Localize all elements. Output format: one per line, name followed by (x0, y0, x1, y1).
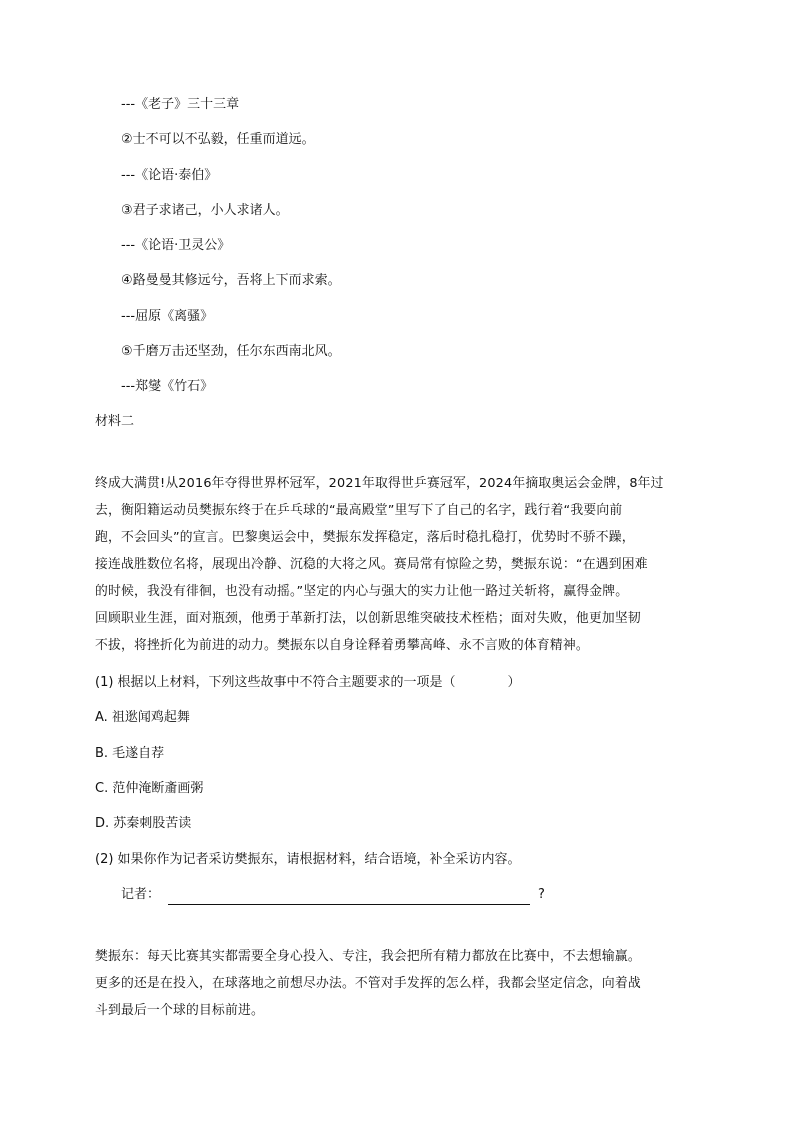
reporter-answer-blank[interactable] (168, 890, 530, 905)
question-1: (1) 根据以上材料，下列这些故事中不符合主题要求的一项是（ ） (95, 675, 521, 690)
answer-line: 斗到最后一个球的目标前进。 (95, 1003, 264, 1018)
quote-line-2: ②士不可以不弘毅，任重而道远。 (121, 132, 315, 147)
option-c: C. 范仲淹断齑画粥 (95, 781, 204, 796)
quote-line-5: ⑤千磨万击还坚劲，任尔东西南北风。 (121, 344, 341, 359)
fan-zhendong-answer (95, 943, 702, 1024)
material-two-heading: 材料二 (95, 414, 135, 429)
quote-source-zhushi: ---郑燮《竹石》 (121, 379, 214, 394)
quote-source-lisao: ---屈原《离骚》 (121, 309, 214, 324)
question-2: (2) 如果你作为记者采访樊振东，请根据材料，结合语境，补全采访内容。 (95, 852, 521, 867)
option-b: B. 毛遂自荐 (95, 746, 165, 761)
paragraph-line: 跑，不会回头”的宣言。巴黎奥运会中，樊振东发挥稳定，落后时稳扎稳打，优势时不骄不躁， (95, 530, 635, 545)
option-a: A. 祖逖闻鸡起舞 (95, 710, 190, 725)
paragraph-line: 的时候，我没有徘徊，也没有动摇。”坚定的内心与强大的实力让他一路过关斩将，赢得金牌。 (95, 584, 629, 599)
paragraph-line: 不拔，将挫折化为前进的动力。樊振东以自身诠释着勇攀高峰、永不言败的体育精神。 (95, 638, 589, 653)
material-two-paragraph (95, 470, 702, 659)
reporter-line (121, 885, 545, 905)
quote-line-4: ④路曼曼其修远兮，吾将上下而求索。 (121, 273, 341, 288)
option-d: D. 苏秦刺股苦读 (95, 816, 192, 831)
paragraph-line: 终成大满贯!从2016年夺得世界杯冠军，2021年取得世乒赛冠军，2024年摘取奥运会金牌，8年过 (95, 476, 664, 491)
quote-line-3: ③君子求诸己，小人求诸人。 (121, 203, 289, 218)
quote-source-weilinggong: ---《论语·卫灵公》 (121, 238, 231, 253)
answer-line: 更多的还是在投入，在球落地之前想尽办法。不管对手发挥的怎么样，我都会坚定信念，向着战 (95, 976, 641, 991)
reporter-label: 记者： (121, 887, 161, 902)
quote-source-laozi: ---《老子》三十三章 (121, 97, 240, 112)
quote-source-taibo: ---《论语·泰伯》 (121, 168, 218, 183)
paragraph-line: 接连战胜数位名将，展现出冷静、沉稳的大将之风。赛局常有惊险之势，樊振东说：“在遇到困难 (95, 557, 648, 572)
answer-line: 樊振东：每天比赛其实都需要全身心投入、专注，我会把所有精力都放在比赛中，不去想输赢。 (95, 949, 641, 964)
paragraph-line: 去，衡阳籍运动员樊振东终于在乒乓球的“最高殿堂”里写下了自己的名字，践行着“我要向前 (95, 503, 623, 518)
paragraph-line: 回顾职业生涯，面对瓶颈，他勇于革新打法，以创新思维突破技术桎梏；面对失败，他更加坚韧 (95, 611, 641, 626)
reporter-question-mark: ? (538, 887, 545, 902)
